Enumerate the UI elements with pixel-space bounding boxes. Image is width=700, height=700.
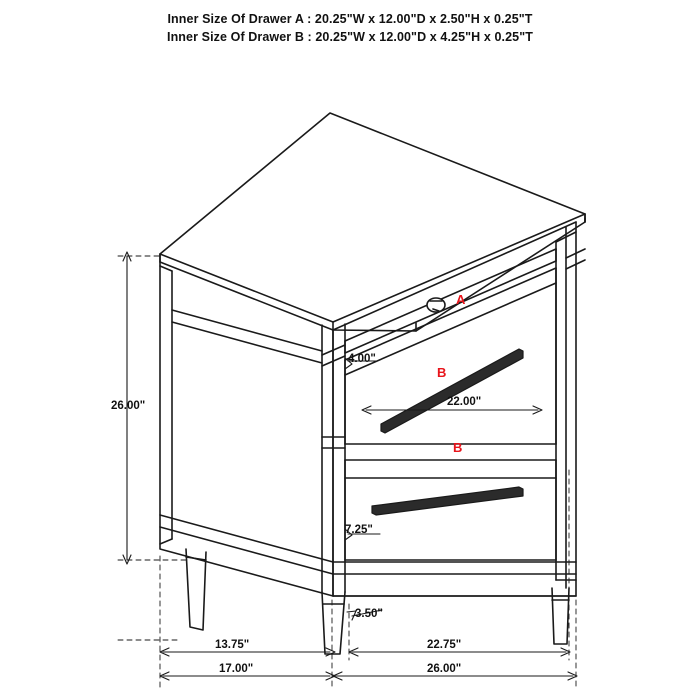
dim-width-inner: 22.75" <box>427 639 462 651</box>
dim-depth-overall: 17.00" <box>219 663 254 675</box>
dim-depth-front: 13.75" <box>215 639 250 651</box>
dim-width-overall: 26.00" <box>427 663 462 675</box>
callout-b1: B <box>437 365 447 380</box>
dim-leg-height: 3.50" <box>355 608 383 620</box>
dim-drawer-a-height: 4.00" <box>348 353 376 365</box>
callout-a: A <box>456 292 466 307</box>
drawer-a-knob <box>427 298 445 312</box>
drawer-b-inner-size: Inner Size Of Drawer B : 20.25"W x 12.00"D x 4.25"H x 0.25"T <box>167 30 533 44</box>
drawer-b2-handle <box>372 487 523 515</box>
drawer-b1-handle <box>381 349 523 433</box>
dim-drawer-b-height: 7.25" <box>345 524 373 536</box>
drawer-a-inner-size: Inner Size Of Drawer A : 20.25"W x 12.00"D x 2.50"H x 0.25"T <box>167 12 533 26</box>
dim-drawer-width: 22.00" <box>447 396 482 408</box>
dim-height-overall: 26.00" <box>111 400 146 412</box>
callout-b2: B <box>453 440 463 455</box>
